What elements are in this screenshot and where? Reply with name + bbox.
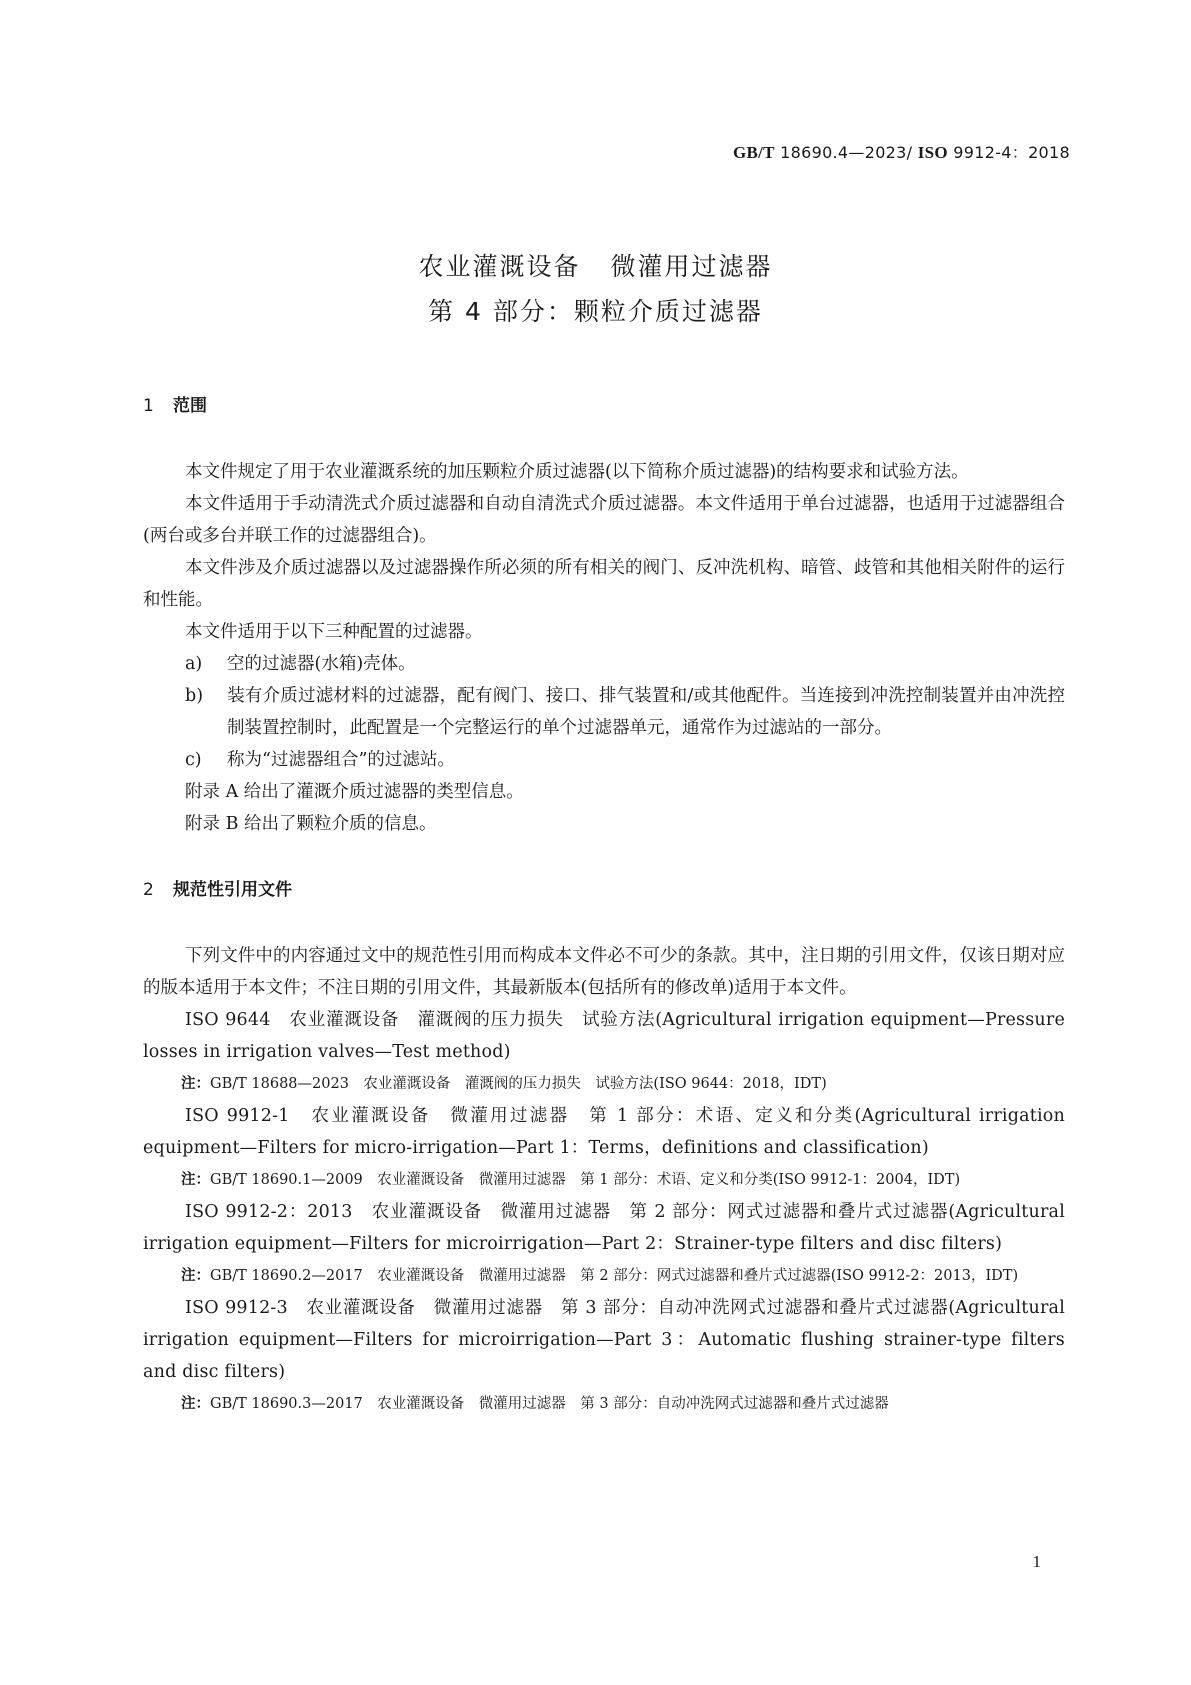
- annex-b-note: 附录 B 给出了颗粒介质的信息。: [185, 814, 437, 834]
- list-marker: c): [185, 750, 202, 770]
- title-line-1-part-2: 微灌用过滤器: [610, 252, 773, 281]
- paragraph: 本文件规定了用于农业灌溉系统的加压颗粒介质过滤器(以下简称介质过滤器)的结构要求和试验方法。: [185, 462, 969, 482]
- list-intro: 本文件适用于以下三种配置的过滤器。: [185, 622, 483, 642]
- normative-reference: ISO 9912-3 农业灌溉设备 微灌用过滤器 第 3 部分：自动冲洗网式过滤器和叠片式过滤器(Agricultural irrigation equipment—Filters for microirrigation—Part 3：Automatic flushing strainer-type filters and disc filters): [143, 1298, 1065, 1382]
- iso-prefix: ISO: [917, 143, 948, 162]
- document-title: [0, 244, 1191, 334]
- reference-note: [181, 1068, 1065, 1100]
- paragraph: 本文件适用于手动清洗式介质过滤器和自动自清洗式介质过滤器。本文件适用于单台过滤器，也适用于过滤器组合(两台或多台并联工作的过滤器组合)。: [143, 494, 1065, 546]
- standard-code: [733, 140, 1070, 163]
- list-item: [185, 680, 1065, 744]
- list-marker: a): [185, 654, 203, 674]
- iso-number: 9912-4：2018: [947, 143, 1070, 162]
- section-title: 范围: [173, 396, 207, 416]
- normative-reference: ISO 9912-1 农业灌溉设备 微灌用过滤器 第 1 部分：术语、定义和分类(Agricultural irrigation equipment—Filters for micro-irrigation—Part 1：Terms，definitions and classification): [143, 1106, 1065, 1158]
- section-2-heading: [143, 874, 1065, 906]
- note-label: 注：: [181, 1076, 210, 1092]
- normative-reference: ISO 9912-2：2013 农业灌溉设备 微灌用过滤器 第 2 部分：网式过滤器和叠片式过滤器(Agricultural irrigation equipment—Filters for microirrigation—Part 2：Strainer-type filters and disc filters): [143, 1202, 1065, 1254]
- note-text: GB/T 18690.3—2017 农业灌溉设备 微灌用过滤器 第 3 部分：自动冲洗网式过滤器和叠片式过滤器: [210, 1396, 889, 1412]
- std-number: 18690.4—2023/: [774, 143, 918, 162]
- list-text: 装有介质过滤材料的过滤器，配有阀门、接口、排气装置和/或其他配件。当连接到冲洗控制装置并由冲洗控制装置控制时，此配置是一个完整运行的单个过滤器单元，通常作为过滤站的一部分。: [227, 686, 1065, 738]
- section-number: 1: [143, 396, 154, 416]
- list-item: [185, 648, 1065, 680]
- note-text: GB/T 18690.2—2017 农业灌溉设备 微灌用过滤器 第 2 部分：网式过滤器和叠片式过滤器(ISO 9912-2：2013，IDT): [210, 1268, 1019, 1284]
- reference-note: [181, 1388, 1065, 1420]
- section-1-heading: [143, 390, 1065, 422]
- title-line-1: [0, 244, 1191, 289]
- page-number: 1: [1032, 1552, 1041, 1571]
- note-text: GB/T 18690.1—2009 农业灌溉设备 微灌用过滤器 第 1 部分：术语、定义和分类(ISO 9912-1：2004，IDT): [210, 1172, 961, 1188]
- std-prefix: GB/T: [732, 143, 775, 162]
- list-text: 称为“过滤器组合”的过滤站。: [227, 750, 455, 770]
- section-title: 规范性引用文件: [173, 880, 292, 900]
- note-label: 注：: [181, 1268, 210, 1284]
- document-body: [143, 390, 1065, 1420]
- title-line-2: 第 4 部分：颗粒介质过滤器: [428, 297, 763, 326]
- paragraph: 本文件涉及介质过滤器以及过滤器操作所必须的所有相关的阀门、反冲洗机构、暗管、歧管和其他相关附件的运行和性能。: [143, 558, 1065, 610]
- note-label: 注：: [181, 1172, 210, 1188]
- section-number: 2: [143, 880, 154, 900]
- normative-reference: ISO 9644 农业灌溉设备 灌溉阀的压力损失 试验方法(Agricultural irrigation equipment—Pressure losses in irrigation valves—Test method): [143, 1010, 1065, 1062]
- note-label: 注：: [181, 1396, 210, 1412]
- list-item: [185, 744, 1065, 776]
- annex-a-note: 附录 A 给出了灌溉介质过滤器的类型信息。: [185, 782, 524, 802]
- reference-note: [181, 1260, 1065, 1292]
- reference-note: [181, 1164, 1065, 1196]
- paragraph: 下列文件中的内容通过文中的规范性引用而构成本文件必不可少的条款。其中，注日期的引用文件，仅该日期对应的版本适用于本文件；不注日期的引用文件，其最新版本(包括所有的修改单)适用于本文件。: [143, 946, 1065, 998]
- title-line-1-part-1: 农业灌溉设备: [418, 252, 581, 281]
- list-text: 空的过滤器(水箱)壳体。: [227, 654, 416, 674]
- list-marker: b): [185, 686, 204, 706]
- note-text: GB/T 18688—2023 农业灌溉设备 灌溉阀的压力损失 试验方法(ISO 9644：2018，IDT): [210, 1076, 827, 1092]
